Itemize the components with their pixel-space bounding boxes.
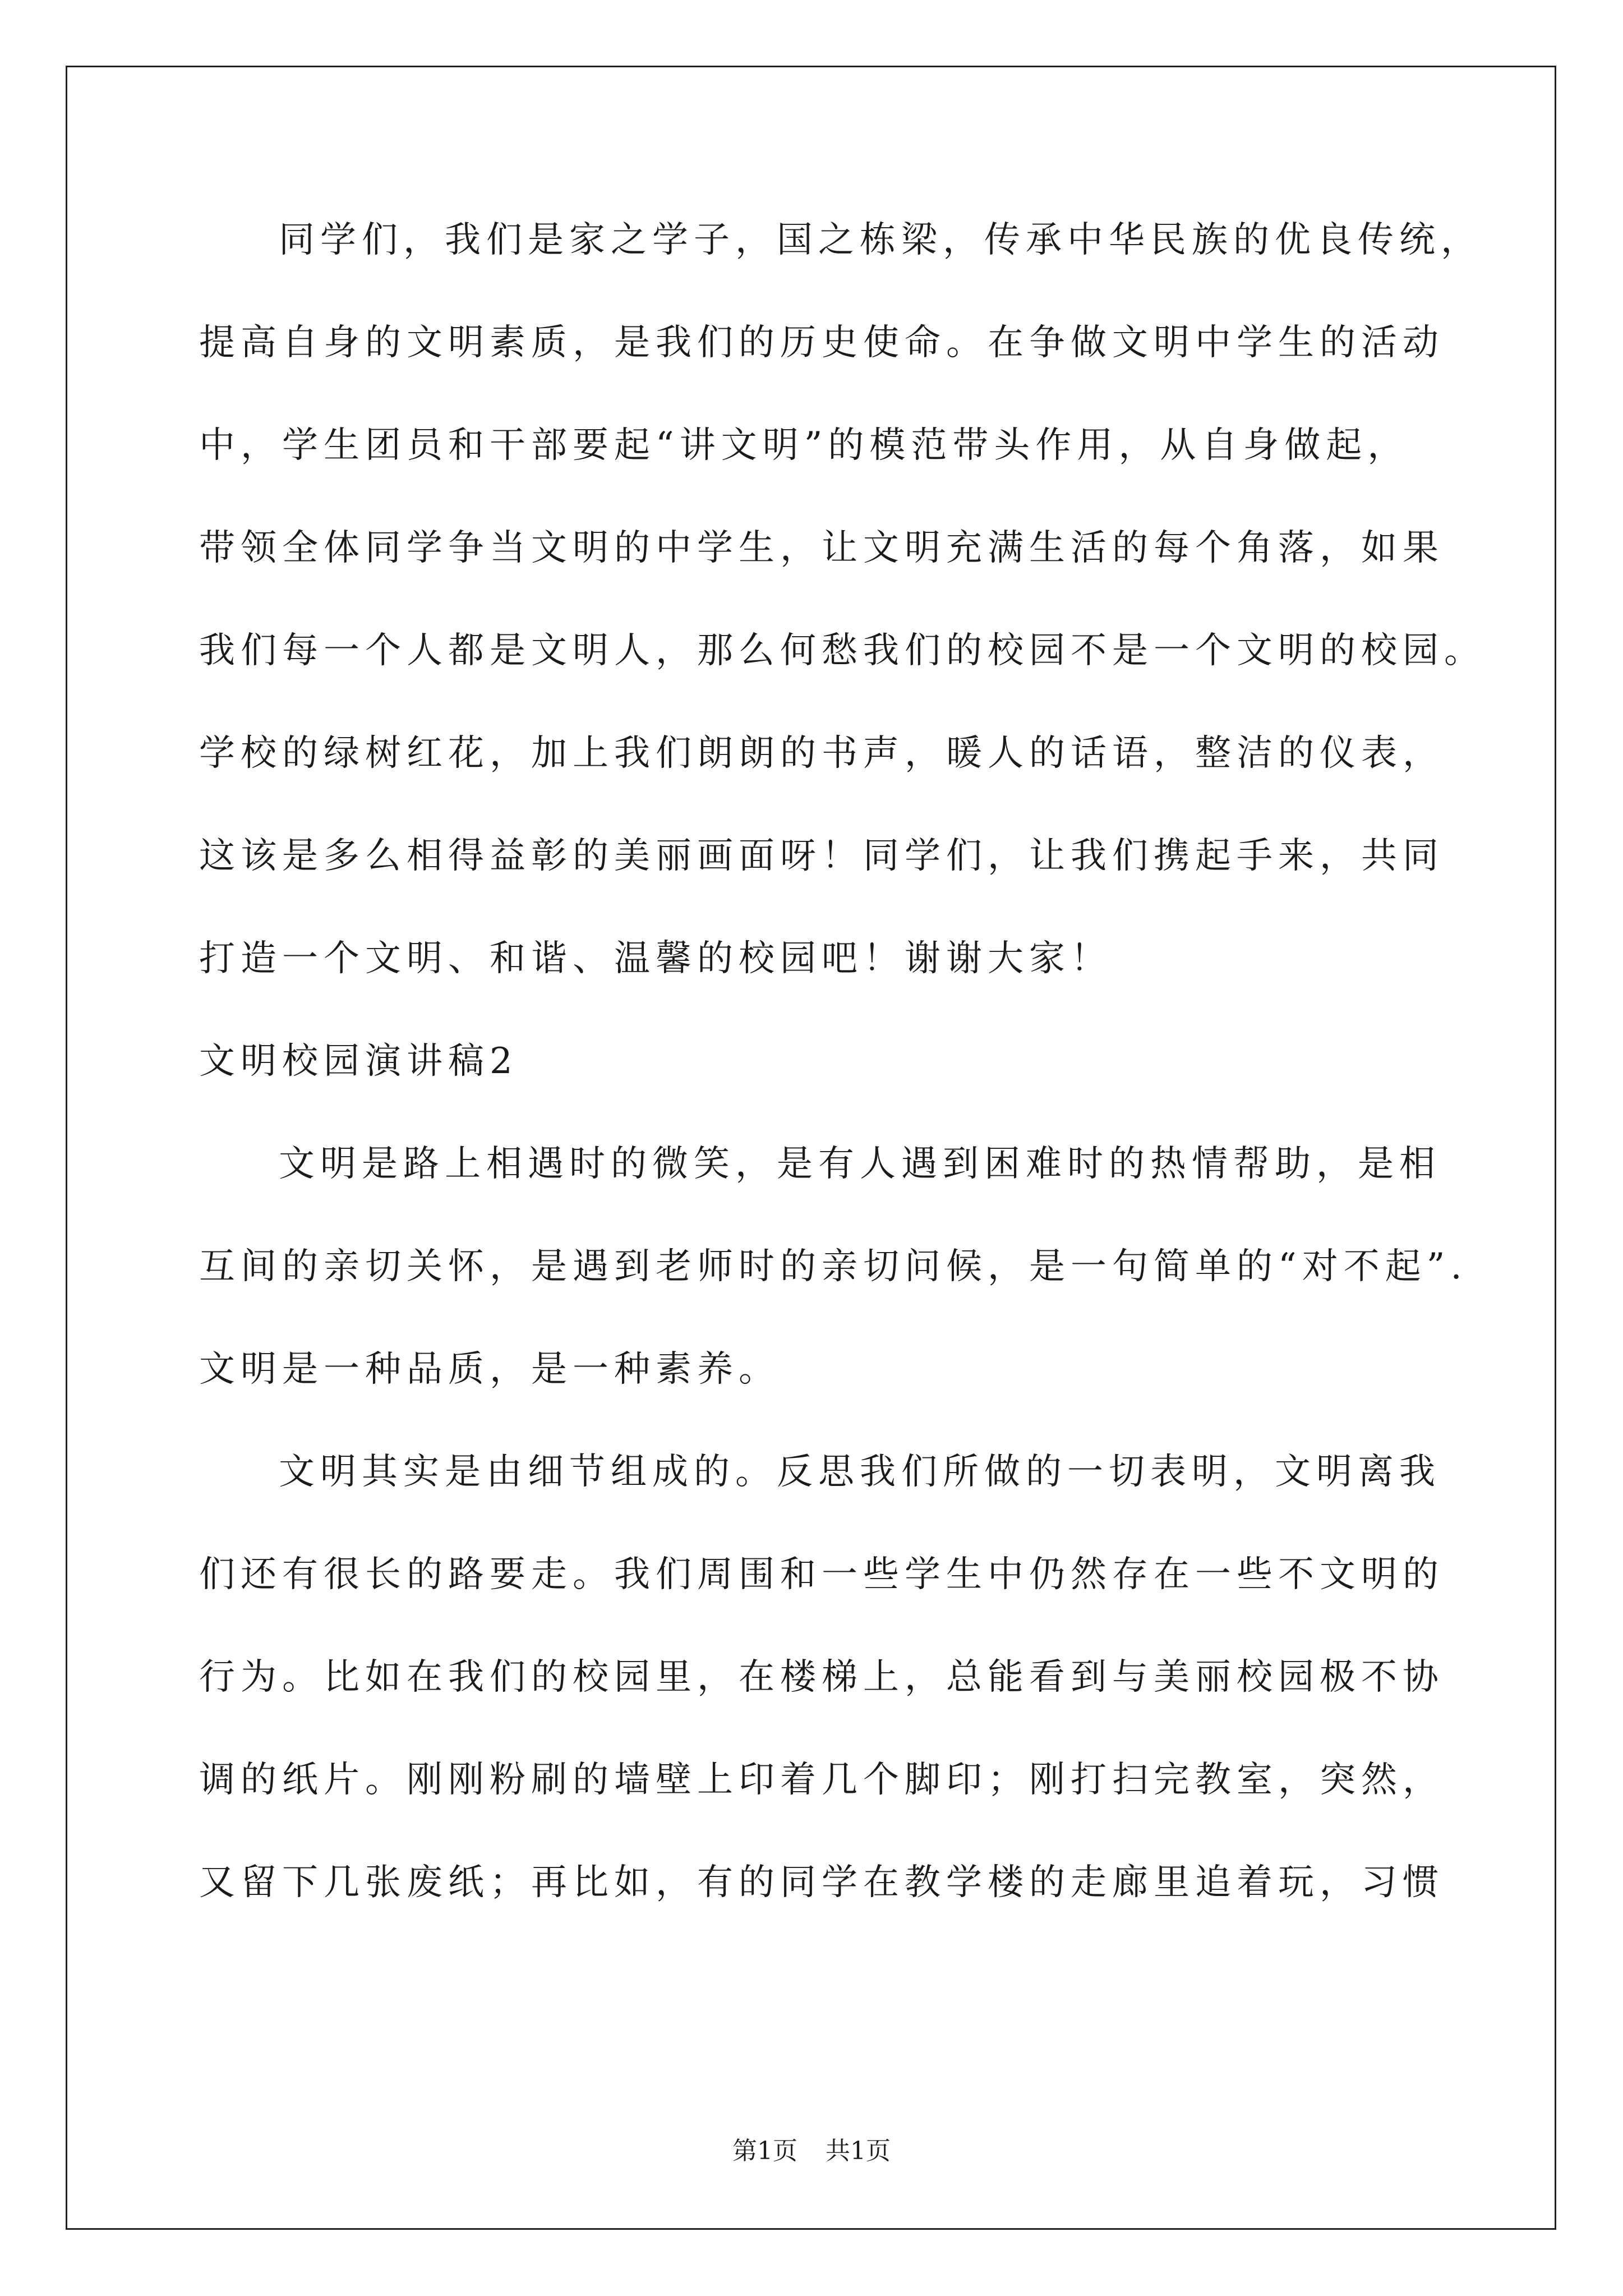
text-line: 学校的绿树红花，加上我们朗朗的书声，暖人的话语，整洁的仪表， bbox=[199, 733, 1444, 774]
text-line: 同学们，我们是家之学子，国之栋梁，传承中华民族的优良传统， bbox=[279, 219, 1482, 261]
page-number: 第1页 bbox=[732, 2137, 797, 2165]
text-line: 行为。比如在我们的校园里，在楼梯上，总能看到与美丽校园极不协 bbox=[199, 1657, 1444, 1698]
text-line: 提高自身的文明素质，是我们的历史使命。在争做文明中学生的活动 bbox=[199, 322, 1444, 364]
text-line: 互间的亲切关怀，是遇到老师时的亲切问候，是一句简单的“对不起”. bbox=[199, 1246, 1468, 1287]
text-line: 带领全体同学争当文明的中学生，让文明充满生活的每个角落，如果 bbox=[199, 527, 1444, 569]
document-body bbox=[199, 212, 1486, 1957]
text-line: 又留下几张废纸；再比如，有的同学在教学楼的走廊里追着玩，习惯 bbox=[199, 1862, 1444, 1903]
text-line: 文明是一种品质，是一种素养。 bbox=[199, 1349, 780, 1390]
text-line: 打造一个文明、和谐、温馨的校园吧！谢谢大家！ bbox=[199, 938, 1112, 979]
section-heading: 文明校园演讲稿2 bbox=[199, 1041, 518, 1082]
text-line: 调的纸片。刚刚粉刷的墙壁上印着几个脚印；刚打扫完教室，突然， bbox=[199, 1759, 1444, 1801]
text-line: 中，学生团员和干部要起“讲文明”的模范带头作用，从自身做起， bbox=[199, 425, 1409, 466]
page-footer bbox=[0, 2134, 1623, 2168]
page-total: 共1页 bbox=[826, 2137, 891, 2165]
text-line: 文明其实是由细节组成的。反思我们所做的一切表明，文明离我 bbox=[279, 1451, 1441, 1493]
text-line: 这该是多么相得益彰的美丽画面呀！同学们，让我们携起手来，共同 bbox=[199, 835, 1444, 877]
text-line: 我们每一个人都是文明人，那么何愁我们的校园不是一个文明的校园。 bbox=[199, 630, 1486, 671]
text-line: 们还有很长的路要走。我们周围和一些学生中仍然存在一些不文明的 bbox=[199, 1554, 1444, 1595]
text-line: 文明是路上相遇时的微笑，是有人遇到困难时的热情帮助，是相 bbox=[279, 1143, 1441, 1185]
